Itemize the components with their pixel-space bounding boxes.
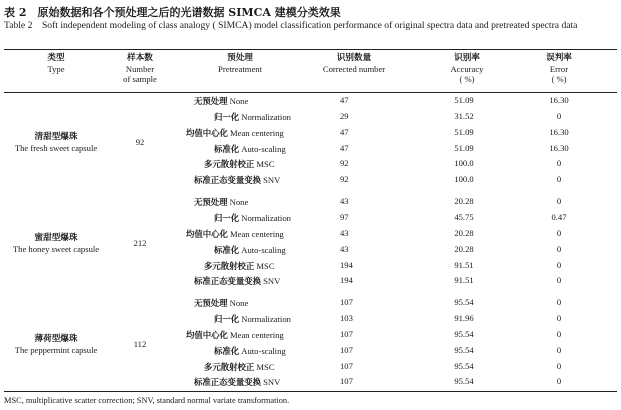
error-value: 16.30 <box>549 142 569 153</box>
pretreatment-cn: 归一化 <box>214 314 240 325</box>
accuracy-value: 20.28 <box>454 243 474 254</box>
column-header-cn: 识别数量 <box>336 53 372 63</box>
pretreatment-en: Normalization <box>239 111 291 122</box>
top-rule <box>4 49 617 50</box>
accuracy-value: 91.51 <box>454 259 474 270</box>
pretreatment-cn: 标准正态变量变换 <box>194 175 261 186</box>
table-row: 标准化 Auto-scaling 47 51.09 16.30 <box>0 143 621 159</box>
accuracy-value: 91.96 <box>454 313 474 324</box>
table-row: 多元散射校正 MSC 92 100.0 0 <box>0 158 621 174</box>
column-header-cn: 误判率 <box>546 53 572 63</box>
sample-type-en: The fresh sweet capsule <box>14 142 98 153</box>
error-value: 16.30 <box>549 126 569 137</box>
pretreatment-en: Normalization <box>239 314 291 325</box>
pretreatment <box>194 196 248 208</box>
table-footnote: MSC, multiplicative scatter correction; SNV, standard normal variate transformation. <box>4 396 290 405</box>
error-value: 0 <box>556 297 562 308</box>
table-row: 多元散射校正 MSC 107 95.54 0 <box>0 361 621 377</box>
column-header-en: of sample <box>123 74 157 84</box>
error-value: 0 <box>556 196 562 207</box>
sample-type-cn: 清甜型爆珠 <box>34 131 78 142</box>
pretreatment <box>194 275 280 287</box>
pretreatment-en: Auto-scaling <box>239 244 286 255</box>
accuracy-value: 20.28 <box>454 196 474 207</box>
pretreatment-cn: 标准正态变量变换 <box>194 276 261 287</box>
pretreatment-cn: 无预处理 <box>194 197 228 208</box>
error-value: 0 <box>556 259 562 270</box>
error-value: 0 <box>556 275 562 286</box>
column-header-en: ( %) <box>459 74 475 84</box>
pretreatment <box>194 95 248 107</box>
error-value: 0 <box>556 376 562 387</box>
pretreatment-en: SNV <box>261 276 281 287</box>
table-row: 标准正态变量变换 SNV 107 95.54 0 <box>0 376 621 392</box>
pretreatment-cn: 多元散射校正 <box>204 260 255 271</box>
pretreatment-en: Normalization <box>239 212 291 223</box>
pretreatment-cn: 归一化 <box>214 111 240 122</box>
pretreatment <box>214 345 286 357</box>
table-row: 无预处理 None 43 20.28 0 <box>0 196 621 212</box>
accuracy-value: 20.28 <box>454 227 474 238</box>
accuracy-value: 100.0 <box>454 158 474 169</box>
column-header-en: ( %) <box>551 74 567 84</box>
pretreatment <box>204 158 275 170</box>
pretreatment-en: Mean centering <box>227 228 284 239</box>
column-header-en: Error <box>549 63 569 74</box>
error-value: 0 <box>556 110 562 121</box>
pretreatment-en: MSC <box>254 361 275 372</box>
table-row: 归一化 Normalization 97 45.75 0.47 <box>0 212 621 228</box>
pretreatment <box>186 127 284 139</box>
sample-count: 212 <box>133 237 147 248</box>
column-header-cn: 类型 <box>47 53 65 63</box>
table-caption-cn: 表 2 原始数据和各个预处理之后的光谱数据 SIMCA 建模分类效果 <box>4 6 341 19</box>
accuracy-value: 95.54 <box>454 360 474 371</box>
pretreatment-en: MSC <box>254 260 275 271</box>
pretreatment-en: SNV <box>261 377 281 388</box>
error-value: 0 <box>556 174 562 185</box>
sample-count: 112 <box>133 338 147 349</box>
table-row: 标准化 Auto-scaling 43 20.28 0 <box>0 244 621 260</box>
pretreatment-cn: 标准化 <box>214 345 240 356</box>
accuracy-value: 95.54 <box>454 376 474 387</box>
pretreatment-cn: 标准化 <box>214 244 240 255</box>
error-value: 0 <box>556 227 562 238</box>
accuracy-value: 95.54 <box>454 297 474 308</box>
table-row: 标准化 Auto-scaling 107 95.54 0 <box>0 345 621 361</box>
column-header-en: Pretreatment <box>218 63 262 74</box>
error-value: 0 <box>556 313 562 324</box>
pretreatment-en: Mean centering <box>227 127 284 138</box>
pretreatment-cn: 无预处理 <box>194 96 228 106</box>
error-value: 0 <box>556 243 562 254</box>
pretreatment <box>186 228 284 240</box>
pretreatment <box>204 260 275 272</box>
column-header-cn: 样本数 <box>127 53 153 63</box>
sample-count: 92 <box>135 136 145 147</box>
table-row: 多元散射校正 MSC 194 91.51 0 <box>0 260 621 276</box>
table-row: 标准正态变量变换 SNV 194 91.51 0 <box>0 275 621 291</box>
table-row: 无预处理 None 107 95.54 0 <box>0 297 621 313</box>
pretreatment <box>194 376 280 388</box>
accuracy-value: 51.09 <box>454 95 474 105</box>
pretreatment-en: Mean centering <box>227 329 284 340</box>
sample-type-en: The honey sweet capsule <box>12 243 100 254</box>
sample-type-cn: 薄荷型爆珠 <box>34 333 78 344</box>
pretreatment-en: MSC <box>254 159 275 170</box>
pretreatment <box>194 297 248 309</box>
column-header <box>11 53 101 74</box>
pretreatment <box>214 313 291 325</box>
accuracy-value: 91.51 <box>454 275 474 286</box>
pretreatment-cn: 归一化 <box>214 212 240 223</box>
accuracy-value: 51.09 <box>454 142 474 153</box>
column-header <box>180 53 300 74</box>
accuracy-value: 95.54 <box>454 328 474 339</box>
pretreatment <box>214 244 286 256</box>
error-value: 0 <box>556 344 562 355</box>
error-value: 0 <box>556 158 562 169</box>
table-row: 均值中心化 Mean centering 107 95.54 0 <box>0 329 621 345</box>
table-row: 均值中心化 Mean centering 47 51.09 16.30 <box>0 127 621 143</box>
accuracy-value: 45.75 <box>454 211 474 222</box>
pretreatment <box>214 212 291 224</box>
table-row: 无预处理 None 47 51.09 16.30 <box>0 95 621 111</box>
accuracy-value: 51.09 <box>454 126 474 137</box>
pretreatment <box>214 143 286 155</box>
pretreatment-cn: 标准化 <box>214 143 240 154</box>
pretreatment-en: None <box>227 197 249 208</box>
pretreatment-cn: 多元散射校正 <box>204 361 255 372</box>
column-header-en: Accuracy <box>450 63 484 74</box>
table-caption-en: Table 2 Soft independent modeling of class analogy ( SIMCA) model classification performance of original spectra data and pretreated spectra data <box>4 20 578 31</box>
pretreatment-en: SNV <box>261 175 281 186</box>
accuracy-value: 31.52 <box>454 110 474 121</box>
pretreatment <box>214 111 291 123</box>
error-value: 0 <box>556 328 562 339</box>
sample-type-cn: 蜜甜型爆珠 <box>34 232 78 243</box>
column-header-cn: 识别率 <box>454 53 480 63</box>
table-row: 归一化 Normalization 103 91.96 0 <box>0 313 621 329</box>
table-row: 标准正态变量变换 SNV 92 100.0 0 <box>0 174 621 190</box>
pretreatment-cn: 均值中心化 <box>186 228 228 239</box>
table-row: 均值中心化 Mean centering 43 20.28 0 <box>0 228 621 244</box>
accuracy-value: 95.54 <box>454 344 474 355</box>
pretreatment-cn: 标准正态变量变换 <box>194 377 261 388</box>
column-header-en: Number <box>125 63 155 74</box>
table-row: 归一化 Normalization 29 31.52 0 <box>0 111 621 127</box>
column-header <box>105 53 175 85</box>
header-rule <box>4 92 617 93</box>
column-header-en: Corrected number <box>322 63 386 74</box>
error-value: 16.30 <box>549 95 569 105</box>
pretreatment-cn: 无预处理 <box>194 298 228 309</box>
pretreatment-en: None <box>227 298 249 309</box>
sample-type-en: The peppermint capsule <box>14 344 98 355</box>
pretreatment <box>186 329 284 341</box>
error-value: 0.47 <box>551 211 567 222</box>
pretreatment-cn: 均值中心化 <box>186 127 228 138</box>
pretreatment-cn: 均值中心化 <box>186 329 228 340</box>
pretreatment <box>204 361 275 373</box>
pretreatment-cn: 多元散射校正 <box>204 159 255 170</box>
accuracy-value: 100.0 <box>454 174 474 185</box>
error-value: 0 <box>556 360 562 371</box>
column-header <box>524 53 594 85</box>
pretreatment-en: Auto-scaling <box>239 143 286 154</box>
column-header <box>299 53 409 74</box>
column-header <box>427 53 507 85</box>
pretreatment-en: Auto-scaling <box>239 345 286 356</box>
column-header-en: Type <box>47 63 65 74</box>
pretreatment-en: None <box>227 96 249 106</box>
column-header-cn: 预处理 <box>227 53 253 63</box>
pretreatment <box>194 174 280 186</box>
